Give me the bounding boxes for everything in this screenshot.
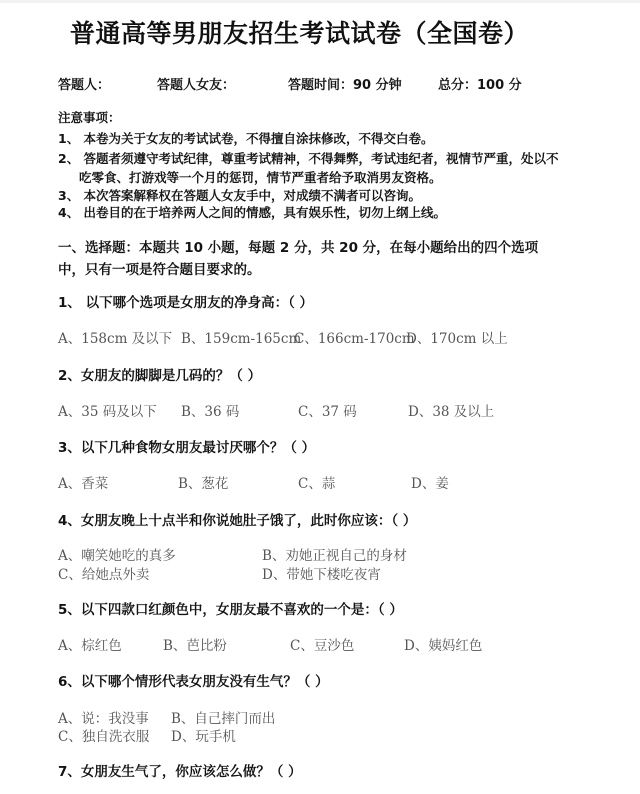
q6-option-d: D、玩手机 bbox=[171, 729, 236, 745]
q4-option-c: C、给她点外卖 bbox=[58, 567, 150, 583]
q1-option-a: A、158cm 及以下 bbox=[58, 331, 173, 347]
q2-option-d: D、38 及以上 bbox=[408, 404, 495, 420]
section-heading-line-1: 一、选择题：本题共 10 小题，每题 2 分，共 20 分，在每小题给出的四个选项 bbox=[58, 240, 539, 256]
q3-option-b: B、葱花 bbox=[178, 476, 229, 492]
q2-option-b: B、36 码 bbox=[181, 404, 240, 420]
notice-item-4: 4、 出卷目的在于培养两人之间的情感，具有娱乐性，切勿上纲上线。 bbox=[58, 205, 447, 220]
q1-option-c: C、166cm-170cm bbox=[294, 331, 415, 347]
question-3: 3、以下几种食物女朋友最讨厌哪个？（ ） bbox=[58, 440, 316, 456]
exam-time: 答题时间：90 分钟 bbox=[288, 78, 402, 93]
q5-option-a: A、棕红色 bbox=[58, 638, 122, 654]
q5-option-d: D、姨妈红色 bbox=[404, 638, 483, 654]
q1-option-d: D、170cm 以上 bbox=[406, 331, 508, 347]
q6-option-a: A、说：我没事 bbox=[58, 711, 149, 727]
notice-item-2: 2、 答题者须遵守考试纪律，尊重考试精神，不得舞弊，考试违纪者，视情节严重，处以不 bbox=[58, 151, 559, 166]
answerer-label: 答题人： bbox=[58, 78, 111, 93]
girlfriend-label: 答题人女友： bbox=[157, 78, 236, 93]
question-4: 4、女朋友晚上十点半和你说她肚子饿了，此时你应该：（ ） bbox=[58, 513, 417, 529]
q4-option-d: D、带她下楼吃夜宵 bbox=[262, 567, 381, 583]
total-score: 总分：100 分 bbox=[438, 78, 522, 93]
notice-item-1: 1、 本卷为关于女友的考试试卷，不得擅自涂抹修改，不得交白卷。 bbox=[58, 131, 434, 146]
question-7: 7、女朋友生气了，你应该怎么做？（ ） bbox=[58, 764, 302, 780]
q1-option-b: B、159cm-165cm bbox=[181, 331, 302, 347]
q5-option-c: C、豆沙色 bbox=[290, 638, 355, 654]
question-5: 5、以下四款口红颜色中，女朋友最不喜欢的一个是：（ ） bbox=[58, 602, 403, 618]
q6-option-c: C、独自洗衣服 bbox=[58, 729, 150, 745]
q2-option-c: C、37 码 bbox=[298, 404, 357, 420]
q6-option-b: B、自己摔门而出 bbox=[171, 711, 276, 727]
question-1: 1、 以下哪个选项是女朋友的净身高：（ ） bbox=[58, 295, 314, 311]
q4-option-a: A、嘲笑她吃的真多 bbox=[58, 548, 176, 564]
q5-option-b: B、芭比粉 bbox=[163, 638, 227, 654]
top-edge bbox=[0, 0, 640, 3]
q3-option-d: D、姜 bbox=[411, 476, 449, 492]
section-heading-line-2: 中，只有一项是符合题目要求的。 bbox=[58, 262, 261, 278]
question-6: 6、以下哪个情形代表女朋友没有生气？（ ） bbox=[58, 674, 329, 690]
q2-option-a: A、35 码及以下 bbox=[58, 404, 157, 420]
page-title: 普通高等男朋友招生考试试卷（全国卷） bbox=[70, 19, 530, 48]
notice-heading: 注意事项： bbox=[58, 110, 121, 125]
question-2: 2、女朋友的脚脚是几码的？（ ） bbox=[58, 368, 262, 384]
q3-option-a: A、香菜 bbox=[58, 476, 109, 492]
notice-item-2-cont: 吃零食、打游戏等一个月的惩罚，情节严重者给予取消男友资格。 bbox=[79, 170, 442, 185]
notice-item-3: 3、 本次答案解释权在答题人女友手中，对成绩不满者可以咨询。 bbox=[58, 188, 422, 203]
q3-option-c: C、蒜 bbox=[298, 476, 336, 492]
q4-option-b: B、劝她正视自己的身材 bbox=[262, 548, 407, 564]
